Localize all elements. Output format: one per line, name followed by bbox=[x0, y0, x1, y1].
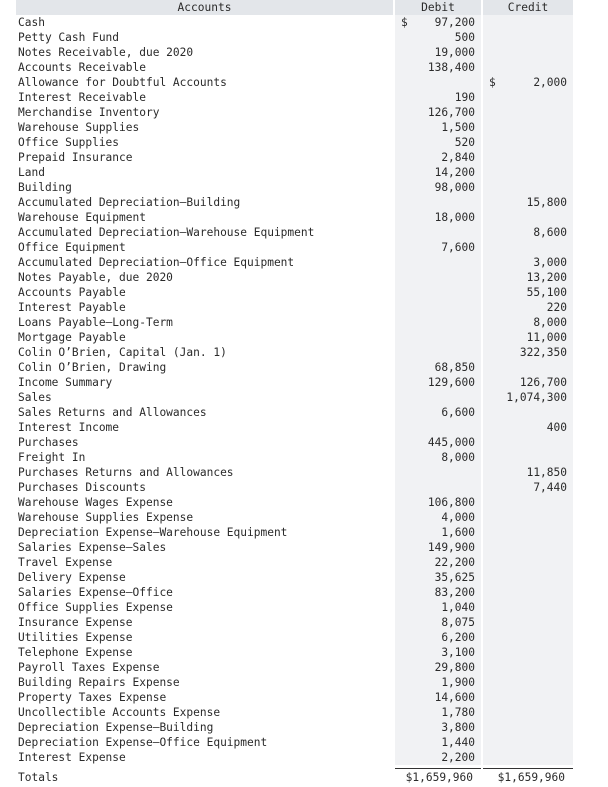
credit-cell bbox=[482, 165, 573, 180]
credit-cell bbox=[482, 60, 573, 75]
account-row bbox=[16, 600, 573, 615]
totals-label: Totals bbox=[16, 769, 394, 787]
debit-cell bbox=[394, 225, 482, 240]
account-name: Insurance Expense bbox=[16, 615, 394, 630]
debit-cell bbox=[394, 315, 482, 330]
credit-amount: 11,000 bbox=[527, 331, 567, 344]
account-row bbox=[16, 30, 573, 45]
debit-cell bbox=[394, 705, 482, 720]
accounts-header: Accounts bbox=[16, 0, 394, 15]
debit-cell bbox=[394, 660, 482, 675]
account-name: Freight In bbox=[16, 450, 394, 465]
header-row bbox=[16, 0, 573, 15]
credit-cell bbox=[482, 570, 573, 585]
account-row bbox=[16, 585, 573, 600]
debit-cell bbox=[394, 30, 482, 45]
credit-cell bbox=[482, 15, 573, 30]
debit-cell bbox=[394, 540, 482, 555]
account-name: Loans Payable—Long-Term bbox=[16, 315, 394, 330]
currency-symbol: $ bbox=[401, 15, 408, 30]
account-row bbox=[16, 90, 573, 105]
account-name: Land bbox=[16, 165, 394, 180]
debit-amount: 129,600 bbox=[428, 376, 475, 389]
account-row bbox=[16, 645, 573, 660]
credit-amount: 13,200 bbox=[527, 271, 567, 284]
account-row bbox=[16, 45, 573, 60]
debit-amount: 149,900 bbox=[428, 541, 475, 554]
debit-amount: 83,200 bbox=[435, 586, 475, 599]
debit-amount: 1,900 bbox=[441, 676, 475, 689]
account-row bbox=[16, 690, 573, 705]
account-row bbox=[16, 255, 573, 270]
account-row bbox=[16, 420, 573, 435]
account-name: Warehouse Supplies Expense bbox=[16, 510, 394, 525]
account-row bbox=[16, 165, 573, 180]
credit-cell bbox=[482, 390, 573, 405]
account-row bbox=[16, 210, 573, 225]
debit-amount: 3,100 bbox=[441, 646, 475, 659]
debit-amount: 520 bbox=[455, 136, 475, 149]
debit-cell bbox=[394, 120, 482, 135]
credit-amount: 7,440 bbox=[533, 481, 567, 494]
credit-cell bbox=[482, 450, 573, 465]
account-name: Property Taxes Expense bbox=[16, 690, 394, 705]
credit-amount: 220 bbox=[547, 301, 567, 314]
debit-cell bbox=[394, 570, 482, 585]
credit-cell bbox=[482, 30, 573, 45]
credit-amount: 8,600 bbox=[533, 226, 567, 239]
debit-cell bbox=[394, 180, 482, 195]
debit-cell bbox=[394, 675, 482, 690]
account-name: Accumulated Depreciation—Office Equipment bbox=[16, 255, 394, 270]
account-name: Purchases Returns and Allowances bbox=[16, 465, 394, 480]
credit-cell bbox=[482, 330, 573, 345]
debit-cell bbox=[394, 495, 482, 510]
credit-cell bbox=[482, 735, 573, 750]
credit-cell bbox=[482, 75, 573, 90]
account-row bbox=[16, 75, 573, 90]
account-name: Income Summary bbox=[16, 375, 394, 390]
debit-cell bbox=[394, 405, 482, 420]
debit-cell bbox=[394, 525, 482, 540]
account-name: Depreciation Expense—Building bbox=[16, 720, 394, 735]
account-row bbox=[16, 135, 573, 150]
account-row bbox=[16, 495, 573, 510]
debit-amount: 29,800 bbox=[435, 661, 475, 674]
account-row bbox=[16, 240, 573, 255]
credit-cell bbox=[482, 510, 573, 525]
debit-cell bbox=[394, 690, 482, 705]
account-row bbox=[16, 105, 573, 120]
debit-cell bbox=[394, 645, 482, 660]
account-name: Mortgage Payable bbox=[16, 330, 394, 345]
credit-amount: 15,800 bbox=[527, 196, 567, 209]
account-row bbox=[16, 150, 573, 165]
currency-symbol: $ bbox=[489, 75, 496, 90]
account-row bbox=[16, 315, 573, 330]
debit-cell bbox=[394, 15, 482, 30]
debit-cell bbox=[394, 210, 482, 225]
credit-cell bbox=[482, 495, 573, 510]
account-row bbox=[16, 15, 573, 30]
debit-cell bbox=[394, 720, 482, 735]
account-name: Accumulated Depreciation—Warehouse Equipment bbox=[16, 225, 394, 240]
account-name: Delivery Expense bbox=[16, 570, 394, 585]
debit-cell bbox=[394, 270, 482, 285]
account-row bbox=[16, 660, 573, 675]
credit-cell bbox=[482, 315, 573, 330]
account-name: Sales Returns and Allowances bbox=[16, 405, 394, 420]
account-name: Interest Expense bbox=[16, 750, 394, 765]
account-row bbox=[16, 465, 573, 480]
credit-cell bbox=[482, 360, 573, 375]
debit-amount: 1,440 bbox=[441, 736, 475, 749]
debit-cell bbox=[394, 285, 482, 300]
credit-amount: 126,700 bbox=[520, 376, 567, 389]
debit-cell bbox=[394, 75, 482, 90]
debit-amount: 35,625 bbox=[435, 571, 475, 584]
account-row bbox=[16, 735, 573, 750]
debit-cell bbox=[394, 60, 482, 75]
debit-cell bbox=[394, 480, 482, 495]
account-name: Allowance for Doubtful Accounts bbox=[16, 75, 394, 90]
account-name: Sales bbox=[16, 390, 394, 405]
credit-cell bbox=[482, 180, 573, 195]
credit-cell bbox=[482, 45, 573, 60]
account-name: Utilities Expense bbox=[16, 630, 394, 645]
credit-cell bbox=[482, 555, 573, 570]
credit-cell bbox=[482, 465, 573, 480]
account-row bbox=[16, 540, 573, 555]
account-row bbox=[16, 480, 573, 495]
credit-cell bbox=[482, 645, 573, 660]
account-row bbox=[16, 510, 573, 525]
debit-cell bbox=[394, 255, 482, 270]
debit-amount: 3,800 bbox=[441, 721, 475, 734]
debit-amount: 4,000 bbox=[441, 511, 475, 524]
debit-cell bbox=[394, 600, 482, 615]
account-name: Uncollectible Accounts Expense bbox=[16, 705, 394, 720]
debit-cell bbox=[394, 90, 482, 105]
debit-amount: 2,840 bbox=[441, 151, 475, 164]
account-name: Interest Receivable bbox=[16, 90, 394, 105]
account-row bbox=[16, 60, 573, 75]
debit-amount: 1,600 bbox=[441, 526, 475, 539]
credit-cell bbox=[482, 600, 573, 615]
credit-cell bbox=[482, 375, 573, 390]
debit-amount: 68,850 bbox=[435, 361, 475, 374]
account-name: Office Supplies bbox=[16, 135, 394, 150]
credit-header: Credit bbox=[482, 0, 573, 15]
debit-cell bbox=[394, 195, 482, 210]
account-row bbox=[16, 750, 573, 765]
debit-cell bbox=[394, 555, 482, 570]
credit-cell bbox=[482, 675, 573, 690]
credit-cell bbox=[482, 270, 573, 285]
account-row bbox=[16, 390, 573, 405]
account-name: Warehouse Equipment bbox=[16, 210, 394, 225]
debit-amount: 190 bbox=[455, 91, 475, 104]
account-row bbox=[16, 630, 573, 645]
debit-cell bbox=[394, 360, 482, 375]
account-name: Telephone Expense bbox=[16, 645, 394, 660]
debit-amount: 14,600 bbox=[435, 691, 475, 704]
credit-cell bbox=[482, 585, 573, 600]
debit-cell bbox=[394, 300, 482, 315]
debit-amount: 97,200 bbox=[435, 16, 475, 29]
account-row bbox=[16, 195, 573, 210]
account-name: Notes Receivable, due 2020 bbox=[16, 45, 394, 60]
credit-amount: 11,850 bbox=[527, 466, 567, 479]
account-name: Travel Expense bbox=[16, 555, 394, 570]
credit-amount: 55,100 bbox=[527, 286, 567, 299]
account-name: Accounts Payable bbox=[16, 285, 394, 300]
credit-cell bbox=[482, 720, 573, 735]
debit-cell bbox=[394, 240, 482, 255]
debit-amount: 106,800 bbox=[428, 496, 475, 509]
account-rows bbox=[16, 15, 573, 765]
account-name: Depreciation Expense—Warehouse Equipment bbox=[16, 525, 394, 540]
account-name: Notes Payable, due 2020 bbox=[16, 270, 394, 285]
debit-amount: 126,700 bbox=[428, 106, 475, 119]
debit-cell bbox=[394, 735, 482, 750]
credit-amount: 322,350 bbox=[520, 346, 567, 359]
debit-cell bbox=[394, 390, 482, 405]
account-row bbox=[16, 360, 573, 375]
credit-amount: 400 bbox=[547, 421, 567, 434]
account-row bbox=[16, 615, 573, 630]
debit-cell bbox=[394, 345, 482, 360]
account-name: Salaries Expense—Sales bbox=[16, 540, 394, 555]
account-row bbox=[16, 345, 573, 360]
debit-amount: 1,500 bbox=[441, 121, 475, 134]
credit-cell bbox=[482, 195, 573, 210]
account-name: Interest Income bbox=[16, 420, 394, 435]
credit-cell bbox=[482, 750, 573, 765]
debit-cell bbox=[394, 330, 482, 345]
debit-cell bbox=[394, 135, 482, 150]
credit-amount: 3,000 bbox=[533, 256, 567, 269]
debit-cell bbox=[394, 750, 482, 765]
account-name: Office Equipment bbox=[16, 240, 394, 255]
debit-cell bbox=[394, 435, 482, 450]
account-row bbox=[16, 225, 573, 240]
account-row bbox=[16, 405, 573, 420]
account-row bbox=[16, 180, 573, 195]
totals-row bbox=[16, 769, 573, 787]
debit-amount: 2,200 bbox=[441, 751, 475, 764]
account-name: Merchandise Inventory bbox=[16, 105, 394, 120]
debit-amount: 7,600 bbox=[441, 241, 475, 254]
account-row bbox=[16, 270, 573, 285]
account-row bbox=[16, 435, 573, 450]
credit-cell bbox=[482, 480, 573, 495]
account-name: Accounts Receivable bbox=[16, 60, 394, 75]
debit-cell bbox=[394, 105, 482, 120]
account-row bbox=[16, 120, 573, 135]
credit-cell bbox=[482, 210, 573, 225]
account-row bbox=[16, 720, 573, 735]
account-row bbox=[16, 570, 573, 585]
credit-cell bbox=[482, 405, 573, 420]
account-row bbox=[16, 375, 573, 390]
debit-amount: 8,000 bbox=[441, 451, 475, 464]
credit-cell bbox=[482, 285, 573, 300]
debit-amount: 138,400 bbox=[428, 61, 475, 74]
account-row bbox=[16, 675, 573, 690]
trial-balance-table bbox=[16, 0, 573, 787]
debit-cell bbox=[394, 450, 482, 465]
credit-cell bbox=[482, 540, 573, 555]
debit-cell bbox=[394, 45, 482, 60]
account-name: Colin O’Brien, Capital (Jan. 1) bbox=[16, 345, 394, 360]
account-row bbox=[16, 450, 573, 465]
debit-amount: 22,200 bbox=[435, 556, 475, 569]
debit-header: Debit bbox=[394, 0, 482, 15]
account-name: Cash bbox=[16, 15, 394, 30]
account-row bbox=[16, 555, 573, 570]
credit-cell bbox=[482, 690, 573, 705]
account-name: Colin O’Brien, Drawing bbox=[16, 360, 394, 375]
credit-cell bbox=[482, 255, 573, 270]
debit-amount: 1,040 bbox=[441, 601, 475, 614]
credit-cell bbox=[482, 135, 573, 150]
account-row bbox=[16, 525, 573, 540]
debit-amount: 445,000 bbox=[428, 436, 475, 449]
credit-cell bbox=[482, 630, 573, 645]
debit-amount: 6,600 bbox=[441, 406, 475, 419]
debit-amount: 500 bbox=[455, 31, 475, 44]
debit-amount: 18,000 bbox=[435, 211, 475, 224]
account-name: Payroll Taxes Expense bbox=[16, 660, 394, 675]
credit-cell bbox=[482, 90, 573, 105]
credit-cell bbox=[482, 705, 573, 720]
debit-amount: 14,200 bbox=[435, 166, 475, 179]
account-name: Prepaid Insurance bbox=[16, 150, 394, 165]
account-name: Warehouse Wages Expense bbox=[16, 495, 394, 510]
account-row bbox=[16, 330, 573, 345]
debit-cell bbox=[394, 375, 482, 390]
totals-credit: $1,659,960 bbox=[482, 769, 573, 787]
credit-cell bbox=[482, 225, 573, 240]
account-name: Building Repairs Expense bbox=[16, 675, 394, 690]
credit-amount: 1,074,300 bbox=[506, 391, 567, 404]
account-row bbox=[16, 285, 573, 300]
debit-amount: 6,200 bbox=[441, 631, 475, 644]
debit-cell bbox=[394, 510, 482, 525]
credit-cell bbox=[482, 660, 573, 675]
debit-amount: 98,000 bbox=[435, 181, 475, 194]
account-row bbox=[16, 705, 573, 720]
account-row bbox=[16, 300, 573, 315]
debit-cell bbox=[394, 465, 482, 480]
debit-cell bbox=[394, 165, 482, 180]
credit-cell bbox=[482, 345, 573, 360]
credit-cell bbox=[482, 420, 573, 435]
account-name: Accumulated Depreciation—Building bbox=[16, 195, 394, 210]
account-name: Purchases Discounts bbox=[16, 480, 394, 495]
debit-cell bbox=[394, 585, 482, 600]
account-name: Salaries Expense—Office bbox=[16, 585, 394, 600]
credit-cell bbox=[482, 615, 573, 630]
totals-debit: $1,659,960 bbox=[394, 769, 482, 787]
account-name: Office Supplies Expense bbox=[16, 600, 394, 615]
debit-cell bbox=[394, 630, 482, 645]
credit-cell bbox=[482, 240, 573, 255]
debit-amount: 1,780 bbox=[441, 706, 475, 719]
debit-cell bbox=[394, 150, 482, 165]
account-name: Petty Cash Fund bbox=[16, 30, 394, 45]
credit-cell bbox=[482, 435, 573, 450]
credit-cell bbox=[482, 525, 573, 540]
credit-amount: 2,000 bbox=[533, 76, 567, 89]
account-name: Building bbox=[16, 180, 394, 195]
credit-cell bbox=[482, 120, 573, 135]
credit-cell bbox=[482, 150, 573, 165]
credit-cell bbox=[482, 300, 573, 315]
debit-amount: 19,000 bbox=[435, 46, 475, 59]
credit-amount: 8,000 bbox=[533, 316, 567, 329]
account-name: Purchases bbox=[16, 435, 394, 450]
debit-cell bbox=[394, 615, 482, 630]
debit-cell bbox=[394, 420, 482, 435]
credit-cell bbox=[482, 105, 573, 120]
account-name: Interest Payable bbox=[16, 300, 394, 315]
account-name: Depreciation Expense—Office Equipment bbox=[16, 735, 394, 750]
debit-amount: 8,075 bbox=[441, 616, 475, 629]
account-name: Warehouse Supplies bbox=[16, 120, 394, 135]
